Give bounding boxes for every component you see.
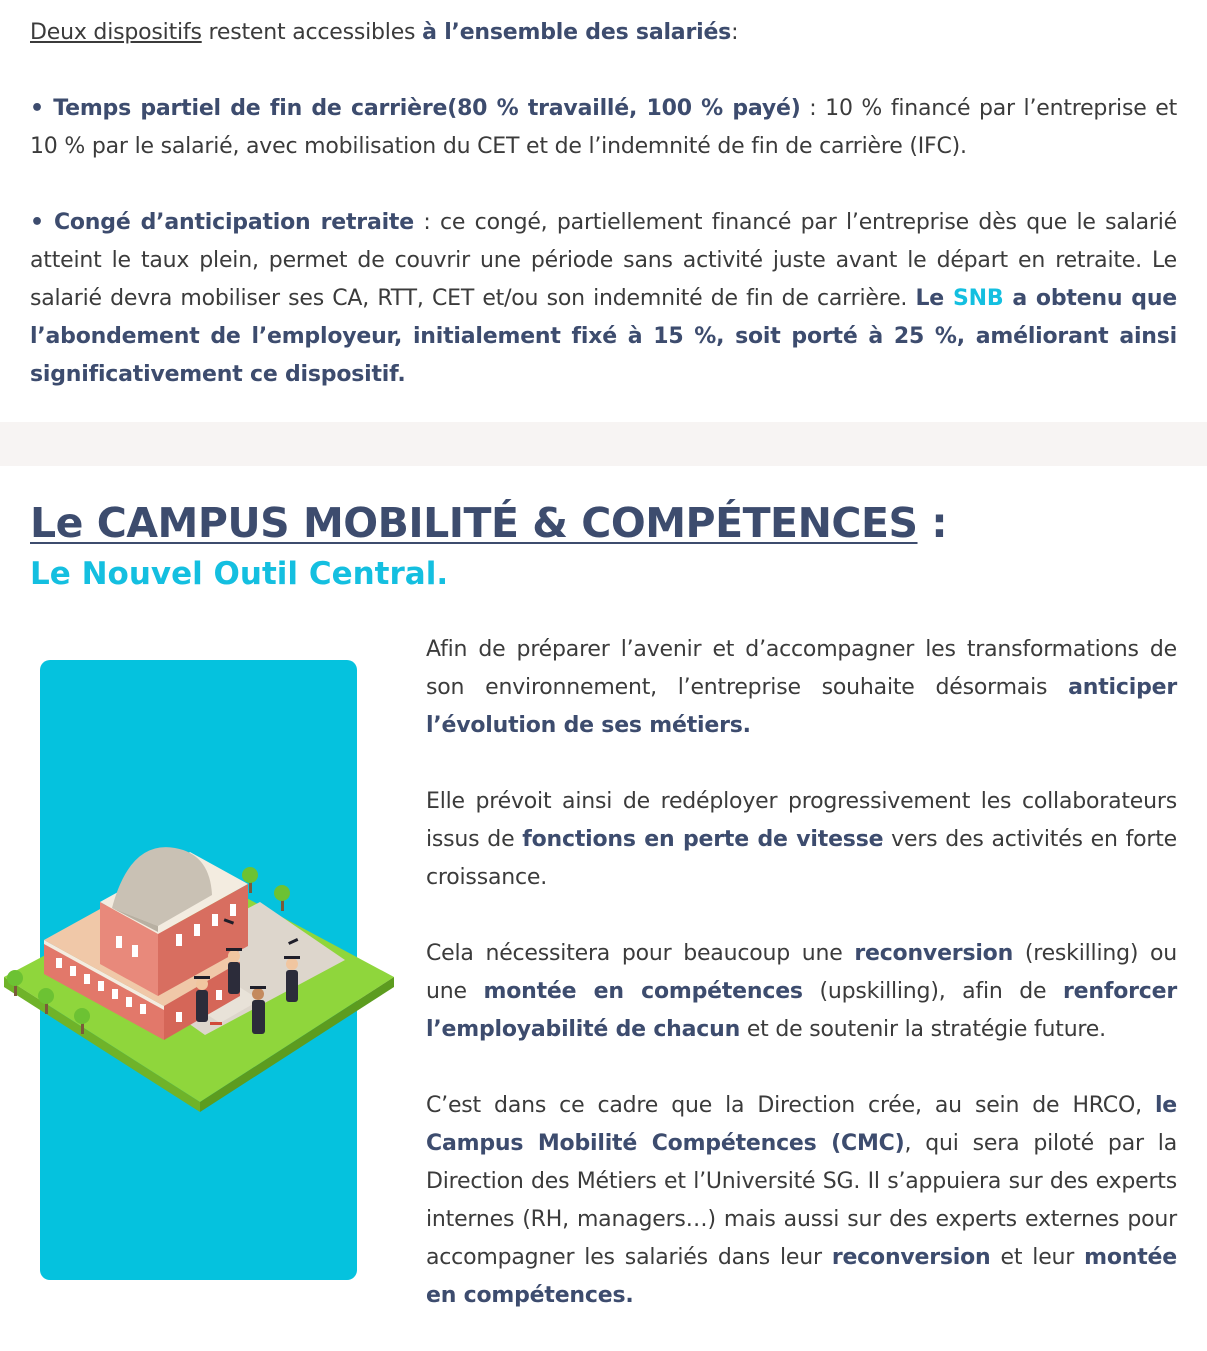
para4-cmc: le Campus Mobilité Compétences (CMC) [426, 1093, 1177, 1156]
para3-montee: montée en compétences [483, 979, 803, 1004]
para3-text-c: (reskilling) ou une [426, 941, 1178, 1004]
intro-underlined: Deux dispositifs [30, 20, 202, 45]
para1-text: Afin de préparer l’avenir et d’accompagner les transformations de son environnement, l’entreprise souhaite désormais [426, 637, 1177, 700]
page-subtitle: Le Nouvel Outil Central. [30, 556, 449, 592]
para2-text-end: vers des activités en forte croissance. [426, 827, 1177, 890]
para3-text-g: et de soutenir la stratégie future. [740, 1017, 1106, 1042]
bullet-conge-anticipation [30, 204, 1177, 394]
para3-reconversion: reconversion [854, 941, 1014, 966]
bullet1-title: • Temps partiel de fin de carrière(80 % travaillé, 100 % payé) [30, 96, 801, 121]
paragraph-cmc [426, 1087, 1177, 1315]
para4-text-e: et leur [990, 1245, 1085, 1270]
bullet2-title: • Congé d’anticipation retraite [30, 210, 414, 235]
campus-heading [30, 496, 1177, 598]
section-divider-band [0, 422, 1207, 466]
paragraph-reconversion [426, 935, 1177, 1049]
snb-highlight: SNB [952, 286, 1004, 311]
intro-colon: : [731, 20, 739, 45]
para4-montee: montée en compétences. [426, 1245, 1177, 1308]
bullet2-conclusion: a obtenu que l’abondement de l’employeur, initialement fixé à 15 %, soit porté à 25 %, améliorant ainsi significativement ce dispositif. [30, 286, 1178, 387]
bullet2-le: Le [915, 286, 953, 311]
para4-reconversion: reconversion [831, 1245, 991, 1270]
para4-text-c: , qui sera piloté par la Direction des Métiers et l’Université SG. Il s’appuiera sur des experts internes (RH, managers…) mais aussi sur des experts externes pour accompagner les salariés dans leur [426, 1131, 1177, 1270]
intro-paragraph [30, 14, 1177, 52]
para2-bold: fonctions en perte de vitesse [522, 827, 884, 852]
paragraph-redeployer [426, 783, 1177, 897]
para3-text-e: (upskilling), afin de [802, 979, 1063, 1004]
campus-description [426, 631, 1177, 1315]
title-text: Le CAMPUS MOBILITÉ & COMPÉTENCES [30, 499, 918, 547]
para1-bold: anticiper l’évolution de ses métiers. [426, 675, 1177, 738]
para3-text-a: Cela nécessitera pour beaucoup une [426, 941, 855, 966]
intro-text: restent accessibles [201, 20, 423, 45]
para4-text-a: C’est dans ce cadre que la Direction crée, au sein de HRCO, [426, 1093, 1155, 1118]
para2-text: Elle prévoit ainsi de redéployer progressivement les collaborateurs issus de [426, 789, 1177, 852]
bullet-temps-partiel [30, 90, 1177, 166]
bullet1-text: : 10 % financé par l’entreprise et 10 % par le salarié, avec mobilisation du CET et de l’indemnité de fin de carrière (IFC). [30, 96, 1177, 159]
intro-bold: à l’ensemble des salariés [422, 20, 732, 45]
title-colon: : [917, 499, 948, 547]
paragraph-anticiper [426, 631, 1177, 745]
page-title [30, 496, 1177, 550]
campus-illustration [0, 640, 400, 1300]
retirement-section [30, 14, 1177, 394]
para3-renforcer: renforcer l’employabilité de chacun [426, 979, 1177, 1042]
isometric-campus-graduates-icon [0, 640, 400, 1300]
bullet2-text: : ce congé, partiellement financé par l’entreprise dès que le salarié atteint le taux plein, permet de couvrir une période sans activité juste avant le départ en retraite. Le salarié devra mobiliser ses CA, RTT, CET et/ou son indemnité de fin de carrière. [30, 210, 1177, 311]
